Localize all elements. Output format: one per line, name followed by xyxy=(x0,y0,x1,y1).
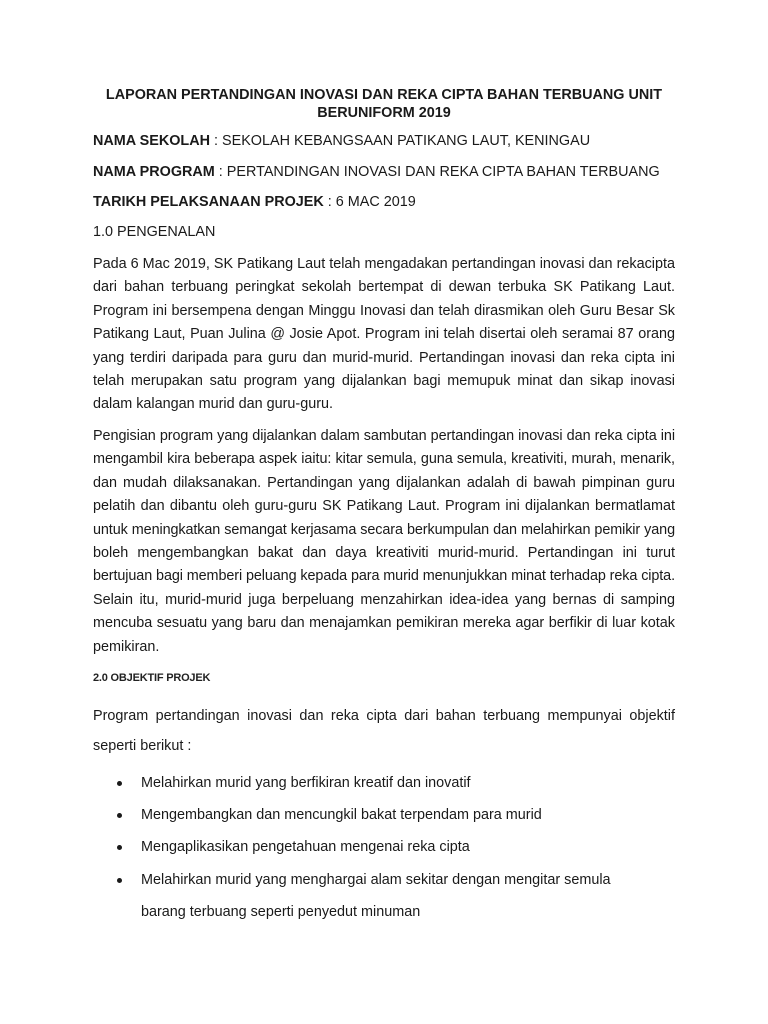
text-line: mencuba sesuatu yang baru dan menajamkan pemikiran mereka agar berfikir di luar kotak xyxy=(93,615,675,632)
field-school xyxy=(93,133,675,149)
text-line: pelatih dan dibantu oleh guru-guru SK Patikang Laut. Program ini dijalankan bermatlamat xyxy=(93,498,675,515)
text-line: untuk meningkatkan semangat kerjasama secara berkumpulan dan melahirkan pemikir yang xyxy=(93,521,675,538)
list-item xyxy=(117,838,677,858)
text-line: Program ini bersempena dengan Minggu Inovasi dan telah dirasmikan oleh Guru Besar Sk xyxy=(93,302,675,319)
bullet-icon xyxy=(117,845,122,850)
list-item-text: Mengaplikasikan pengetahuan mengenai reka cipta xyxy=(141,839,470,855)
paragraph-objective-intro xyxy=(93,701,675,761)
text-line: yang terdiri daripada para guru dan murid-murid. Pertandingan inovasi dan reka cipta ini xyxy=(93,349,675,366)
text-line: dan mudah dilaksanakan. Pertandingan yang dijalankan adalah di bawah pimpinan guru xyxy=(93,474,675,491)
text-line: telah merupakan satu program yang dijalankan bagi memupuk minat dan sikap inovasi xyxy=(93,373,675,390)
paragraph-content xyxy=(93,425,675,659)
text-line: Patikang Laut, Puan Julina @ Josie Apot. Program ini telah disertai oleh seramai 87 orang xyxy=(93,326,675,343)
text-line: Pada 6 Mac 2019, SK Patikang Laut telah mengadakan pertandingan inovasi dan rekacipta xyxy=(93,256,675,272)
text-line: dalam kalangan murid dan guru-guru. xyxy=(93,396,333,413)
field-label: NAMA PROGRAM xyxy=(93,164,215,180)
list-item xyxy=(117,871,677,920)
list-item-text: Melahirkan murid yang berfikiran kreatif dan inovatif xyxy=(141,775,471,791)
text-line: mengambil kira beberapa aspek iaitu: kitar semula, guna semula, kreativiti, murah, menarik, xyxy=(93,451,675,468)
field-value: : SEKOLAH KEBANGSAAN PATIKANG LAUT, KENINGAU xyxy=(210,133,591,149)
field-value: : PERTANDINGAN INOVASI DAN REKA CIPTA BAHAN TERBUANG xyxy=(214,164,660,180)
field-program xyxy=(93,164,675,180)
bullet-icon xyxy=(117,878,122,883)
field-label: NAMA SEKOLAH xyxy=(93,133,210,149)
list-item-text: barang terbuang seperti penyedut minuman xyxy=(141,904,421,920)
field-value: : 6 MAC 2019 xyxy=(323,194,416,210)
paragraph-intro xyxy=(93,253,675,417)
field-date xyxy=(93,194,675,210)
text-line: Pengisian program yang dijalankan dalam sambutan pertandingan inovasi dan reka cipta ini xyxy=(93,428,675,444)
section-heading: 1.0 PENGENALAN xyxy=(93,224,216,240)
section-heading: 2.0 OBJEKTIF PROJEK xyxy=(93,672,211,684)
text-line: boleh mengembangkan bakat dan daya kreativiti murid-murid. Pertandingan ini turut xyxy=(93,545,675,562)
list-item-text: Mengembangkan dan mencungkil bakat terpendam para murid xyxy=(141,807,542,823)
title-line: BERUNIFORM 2019 xyxy=(317,105,451,121)
title-line: LAPORAN PERTANDINGAN INOVASI DAN REKA CIPTA BAHAN TERBUANG UNIT xyxy=(105,87,663,103)
text-line: seperti berikut : xyxy=(93,738,192,754)
bullet-icon xyxy=(117,813,122,818)
field-label: TARIKH PELAKSANAAN PROJEK xyxy=(93,194,324,210)
list-item xyxy=(117,806,677,826)
text-line: bertujuan bagi memberi peluang kepada para murid menunjukkan minat terhadap reka cipta. xyxy=(93,568,675,585)
list-item xyxy=(117,774,677,794)
text-line: Selain itu, murid-murid juga berpeluang menzahirkan idea-idea yang bernas di samping xyxy=(93,591,675,608)
text-line: pemikiran. xyxy=(93,638,160,655)
report-title xyxy=(93,86,675,122)
text-line: dari bahan terbuang peringkat sekolah bertempat di dewan terbuka SK Patikang Laut. xyxy=(93,279,675,296)
list-item-text: Melahirkan murid yang menghargai alam sekitar dengan mengitar semula xyxy=(141,872,611,888)
bullet-icon xyxy=(117,781,122,786)
text-line: Program pertandingan inovasi dan reka cipta dari bahan terbuang mempunyai objektif xyxy=(93,708,675,724)
